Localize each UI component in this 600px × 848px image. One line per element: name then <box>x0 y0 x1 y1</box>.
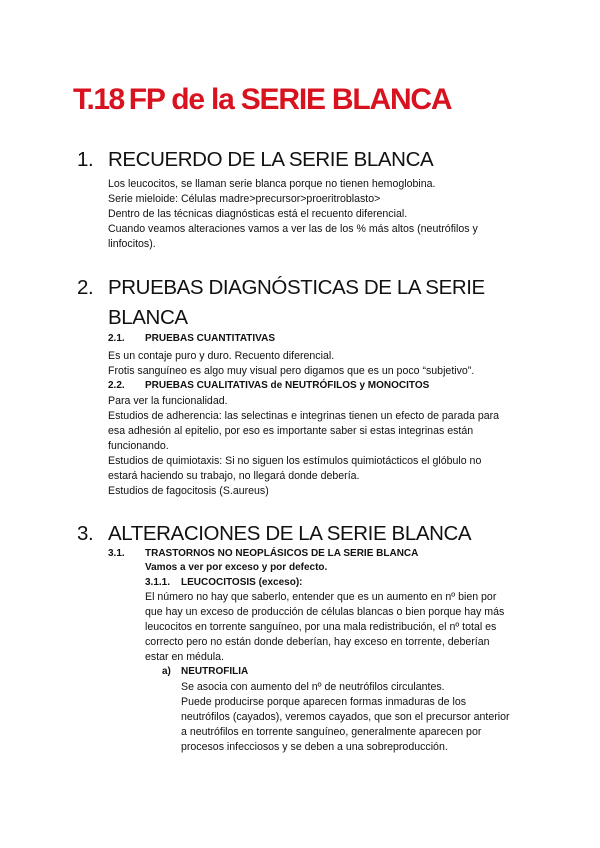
list-marker: a) <box>162 666 171 677</box>
section-2-heading-continued: BLANCA <box>108 306 188 329</box>
subsection-heading-text: TRASTORNOS NO NEOPLÁSICOS DE LA SERIE BLANCA <box>145 548 419 559</box>
subsection-2-1-heading <box>108 333 275 344</box>
paragraph-line: Cuando veamos alteraciones vamos a ver las de los % más altos (neutrófilos y <box>108 223 478 235</box>
subsubsection-number: 3.1.1. <box>145 577 171 588</box>
paragraph-line: Dentro de las técnicas diagnósticas está el recuento diferencial. <box>108 208 408 220</box>
paragraph-line: Serie mieloide: Células madre>precursor>proeritroblasto> <box>108 193 381 205</box>
paragraph-line: estará haciendo su trabajo, no llegará donde debería. <box>108 470 360 482</box>
paragraph-line: Frotis sanguíneo es algo muy visual pero digamos que es un poco “subjetivo”. <box>108 365 475 377</box>
subsection-heading-text: PRUEBAS CUANTITATIVAS <box>145 333 275 344</box>
paragraph-line: linfocitos). <box>108 238 156 250</box>
subsubsection-3-1-1-heading <box>145 577 303 588</box>
paragraph-line: Se asocia con aumento del nº de neutrófilos circulantes. <box>181 681 445 693</box>
list-item-heading-text: NEUTROFILIA <box>181 666 249 677</box>
paragraph-line: que hay un exceso de producción de células blancas o bien porque hay más <box>145 606 505 618</box>
subsection-note: Vamos a ver por exceso y por defecto. <box>145 562 328 573</box>
paragraph-line: procesos infecciosos y se deben a una sobreproducción. <box>181 741 448 753</box>
paragraph-line: estar en médula. <box>145 651 224 663</box>
paragraph-line: Es un contaje puro y duro. Recuento diferencial. <box>108 350 335 362</box>
title-text: FP de la SERIE BLANCA <box>128 83 452 116</box>
paragraph-line: correcto pero no están donde deberían, hay exceso en torrente, deberían <box>145 636 490 648</box>
paragraph-line: Estudios de quimiotaxis: Si no siguen los estímulos quimiotácticos el glóbulo no <box>108 455 482 467</box>
paragraph-line: Para ver la funcionalidad. <box>108 395 228 407</box>
section-heading-text: PRUEBAS DIAGNÓSTICAS DE LA SERIE <box>108 276 485 299</box>
paragraph-line: leucocitos en torrente sanguíneo, por una mala redistribución, el nº total es <box>145 621 497 633</box>
subsection-2-2-heading <box>108 380 429 391</box>
section-1-heading <box>77 148 433 172</box>
subsection-3-1-heading <box>108 548 418 559</box>
section-2-heading <box>77 276 485 300</box>
paragraph-line: El número no hay que saberlo, entender que es un aumento en nº bien por <box>145 591 497 603</box>
paragraph-line: Estudios de adherencia: las selectinas e integrinas tienen un efecto de parada para <box>108 410 500 422</box>
subsection-heading-text: PRUEBAS CUALITATIVAS de NEUTRÓFILOS y MONOCITOS <box>145 380 430 391</box>
subsection-number: 2.2. <box>108 380 125 391</box>
document-title <box>73 83 451 117</box>
paragraph-line: Los leucocitos, se llaman serie blanca porque no tienen hemoglobina. <box>108 178 436 190</box>
subsection-number: 3.1. <box>108 548 125 559</box>
paragraph-line: a neutrófilos en torrente sanguíneo, generalmente aparecen por <box>181 726 482 738</box>
paragraph-line: Estudios de fagocitosis (S.aureus) <box>108 485 269 497</box>
section-heading-text: RECUERDO DE LA SERIE BLANCA <box>108 148 434 171</box>
title-number: T.18 <box>73 83 124 116</box>
section-3-heading <box>77 522 471 546</box>
section-heading-text: ALTERACIONES DE LA SERIE BLANCA <box>108 522 472 545</box>
list-item-heading <box>162 666 248 677</box>
paragraph-line: Puede producirse porque aparecen formas inmaduras de los <box>181 696 467 708</box>
section-number: 2. <box>77 276 94 299</box>
paragraph-line: esa adhesión al epitelio, por eso es importante saber si estas integrinas están <box>108 425 474 437</box>
section-number: 3. <box>77 522 94 545</box>
paragraph-line: funcionando. <box>108 440 169 452</box>
paragraph-line: neutrófilos (cayados), veremos cayados, que son el precursor anterior <box>181 711 510 723</box>
subsubsection-heading-text: LEUCOCITOSIS (exceso): <box>181 577 303 588</box>
section-number: 1. <box>77 148 94 171</box>
subsection-number: 2.1. <box>108 333 125 344</box>
